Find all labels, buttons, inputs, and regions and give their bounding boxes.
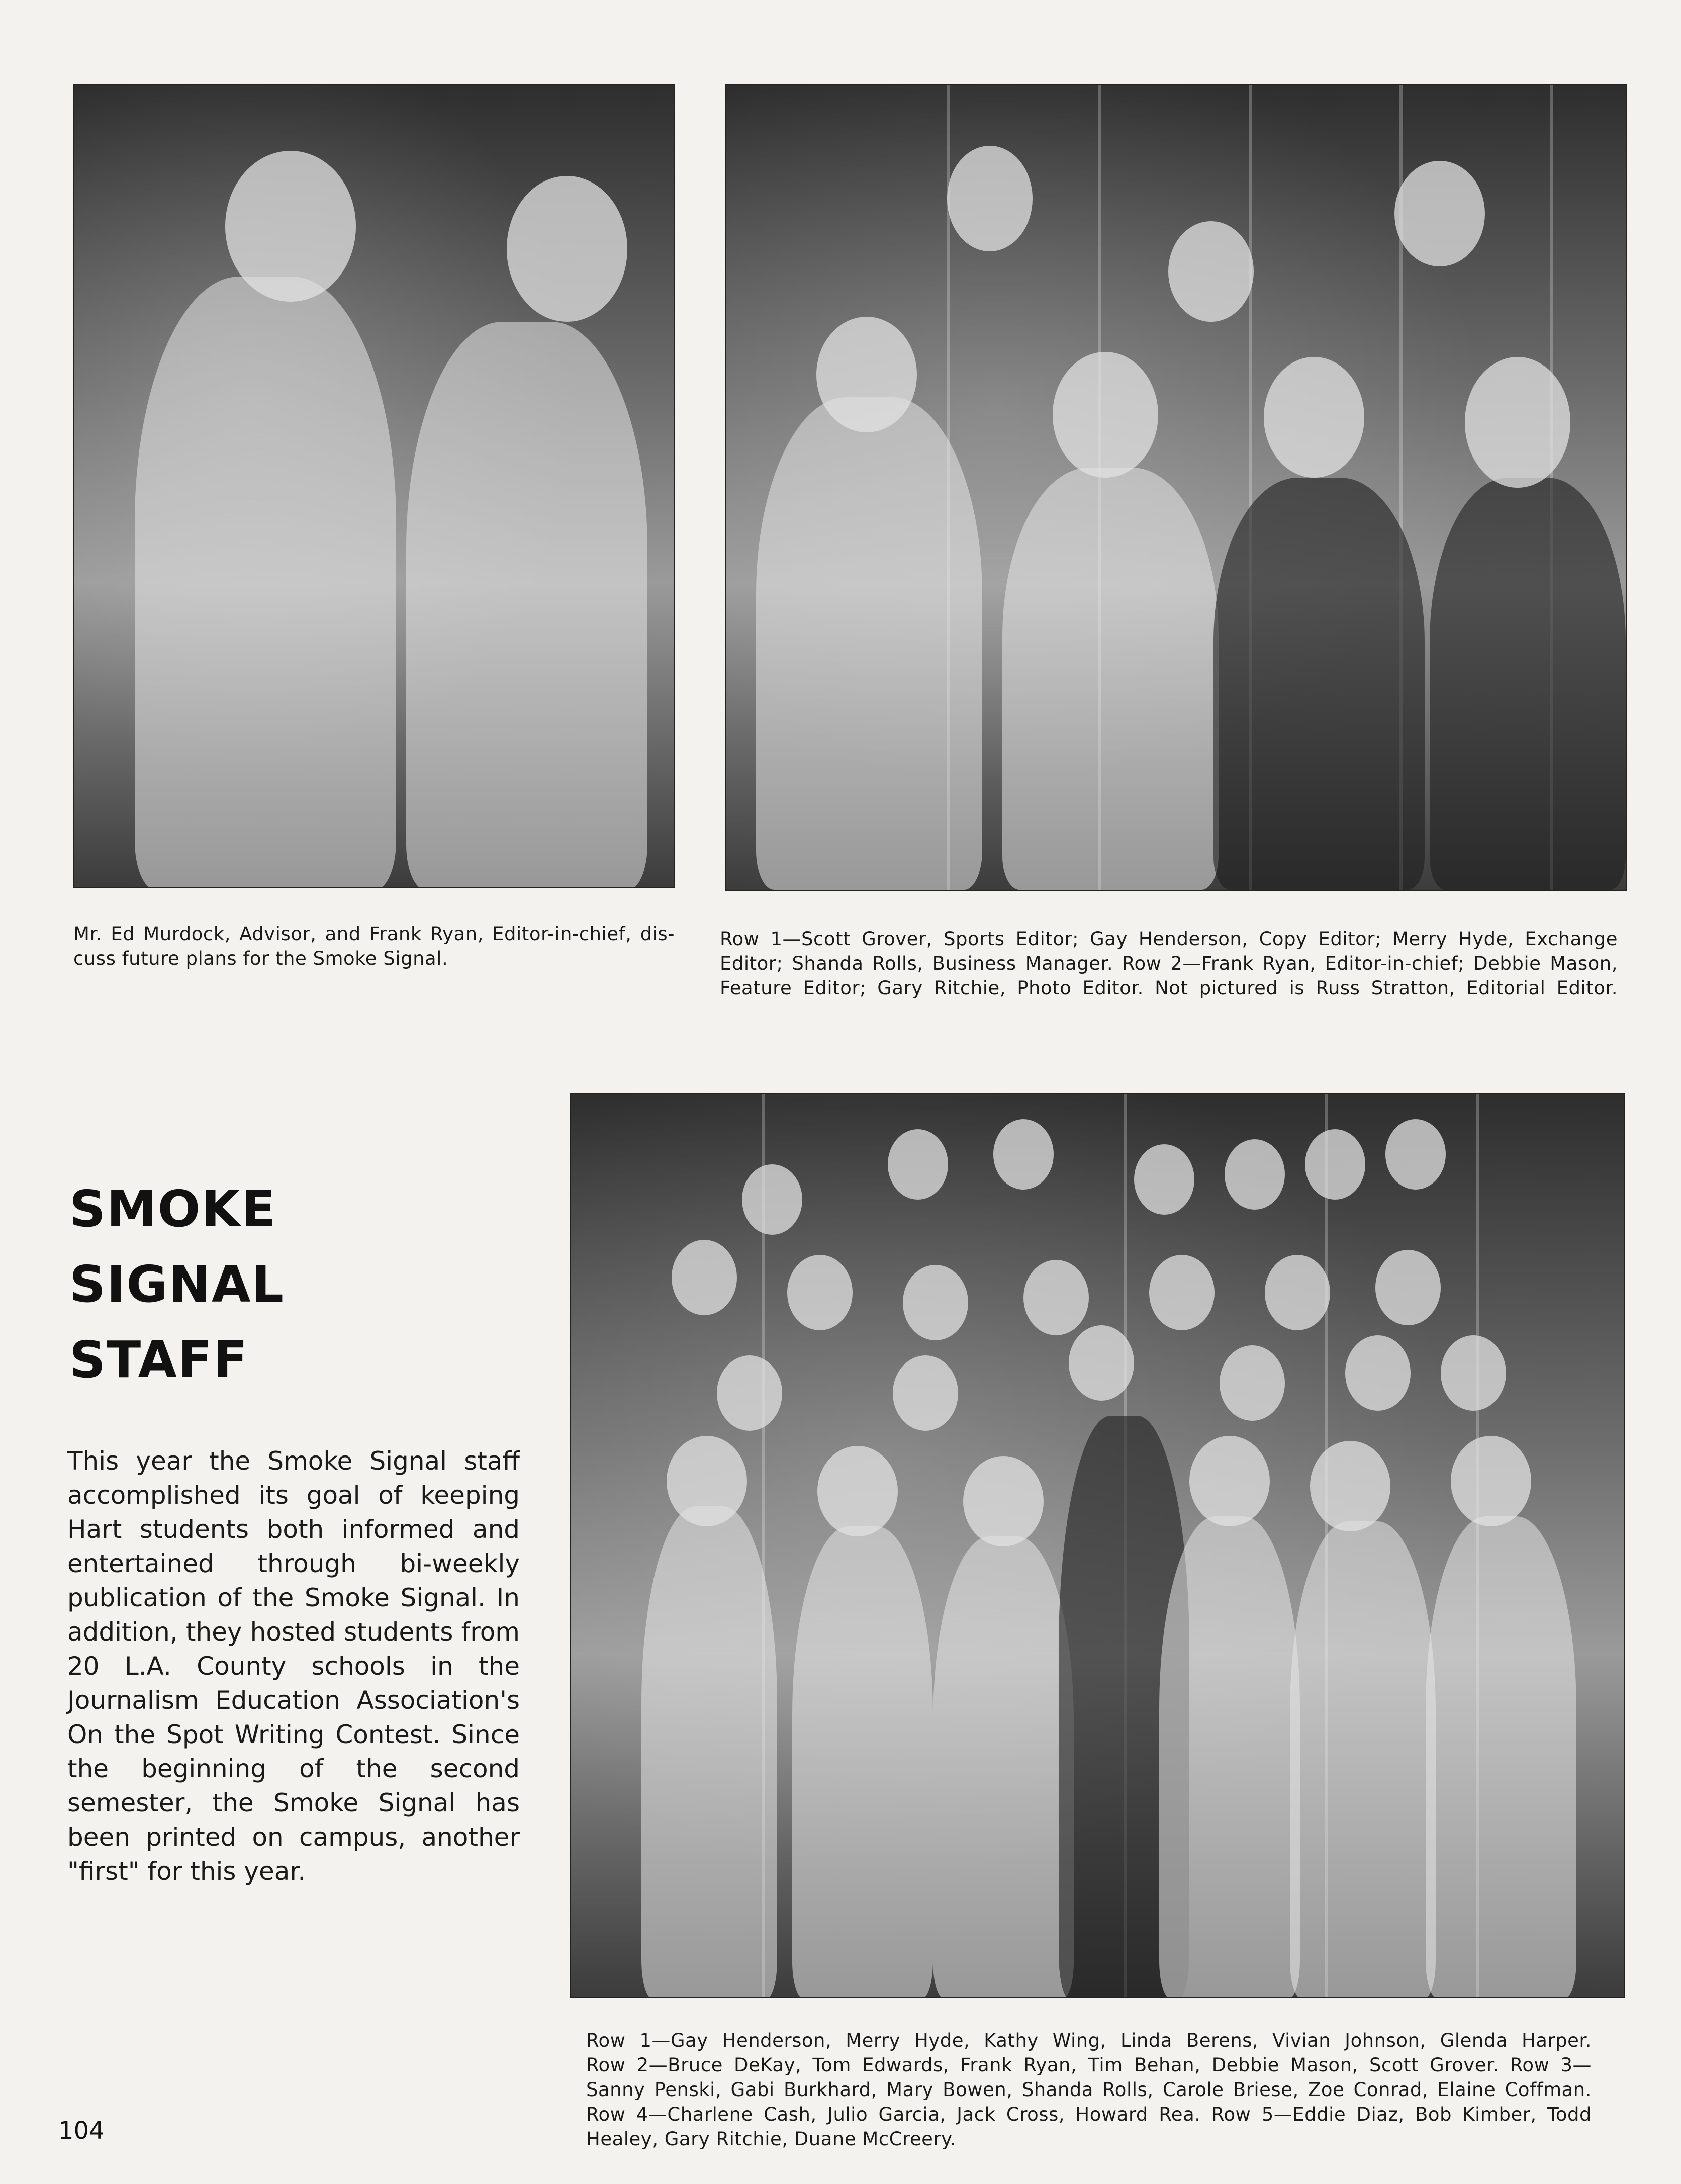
member-head	[893, 1355, 958, 1431]
editor-figure	[406, 322, 647, 888]
member-head	[1310, 1441, 1390, 1531]
member-head	[817, 1446, 898, 1536]
staff-photo-caption	[586, 2028, 1592, 2151]
member-head	[1385, 1119, 1446, 1190]
member-head	[1225, 1139, 1285, 1210]
advisor-photo-caption	[73, 922, 675, 971]
editorial-board-caption	[720, 927, 1618, 1000]
member-head	[742, 1164, 802, 1235]
member-figure	[933, 1536, 1074, 1998]
member-head	[993, 1119, 1054, 1190]
editor-head	[507, 176, 627, 322]
member-head	[947, 146, 1033, 251]
headline-line: SMOKE	[69, 1179, 277, 1238]
member-head	[888, 1129, 948, 1200]
member-head	[667, 1436, 747, 1526]
member-figure	[641, 1506, 777, 1998]
member-head	[1220, 1345, 1285, 1421]
member-figure	[756, 397, 982, 890]
member-head	[1189, 1436, 1270, 1526]
member-head	[717, 1355, 782, 1431]
advisor-figure	[135, 277, 396, 888]
member-head	[787, 1255, 853, 1330]
caption-line: Row 4—Charlene Cash, Julio Garcia, Jack Cross, Howard Rea. Row 5—Eddie Diaz, Bob Kimber, Todd	[586, 2104, 1592, 2125]
member-head	[672, 1240, 737, 1315]
headline-line: SIGNAL	[69, 1255, 285, 1314]
member-head	[1134, 1144, 1194, 1215]
member-head	[1264, 357, 1364, 478]
member-figure	[792, 1526, 933, 1998]
caption-line: Row 1—Scott Grover, Sports Editor; Gay Henderson, Copy Editor; Merry Hyde, Exchange	[720, 928, 1618, 950]
body-paragraph: This year the Smoke Signal staff accomplished its goal of keeping Hart students both informed and entertained through bi-weekly publication of the Smoke Signal. In addition, they hosted students from 20 L.A. County schools in the Journalism Education Association's On the Spot Writing Contest. Since the beginning of the second semester, the Smoke Signal has been printed on campus, another "first" for this year.	[67, 1446, 520, 1886]
member-figure	[1426, 1516, 1576, 1998]
advisor-head	[225, 151, 356, 302]
member-figure	[1159, 1516, 1300, 1998]
caption-line: Feature Editor; Gary Ritchie, Photo Editor. Not pictured is Russ Stratton, Editorial Editor.	[720, 977, 1618, 999]
member-head	[1168, 221, 1254, 322]
member-head	[1023, 1260, 1089, 1335]
member-head	[1053, 352, 1158, 478]
editorial-board-photo	[725, 84, 1627, 891]
member-head	[1375, 1250, 1441, 1325]
section-headline	[69, 1171, 285, 1398]
member-head	[1451, 1436, 1531, 1526]
member-head	[1305, 1129, 1365, 1200]
caption-line: Row 1—Gay Henderson, Merry Hyde, Kathy Wing, Linda Berens, Vivian Johnson, Glenda Harper.	[586, 2030, 1592, 2051]
caption-line: Healey, Gary Ritchie, Duane McCreery.	[586, 2128, 956, 2150]
member-head	[1265, 1255, 1330, 1330]
caption-line: Mr. Ed Murdock, Advisor, and Frank Ryan, Editor-in-chief, dis-	[73, 923, 675, 945]
member-figure	[1430, 478, 1626, 890]
member-head	[1394, 161, 1485, 266]
member-head	[1069, 1325, 1134, 1401]
member-head	[903, 1265, 968, 1340]
member-figure	[1213, 478, 1425, 890]
member-head	[963, 1456, 1044, 1546]
staff-group-photo	[570, 1093, 1625, 1998]
member-head	[1345, 1335, 1411, 1411]
member-figure	[1002, 468, 1219, 890]
page-number: 104	[58, 2117, 105, 2145]
advisor-editor-photo	[73, 84, 675, 888]
headline-line: STAFF	[69, 1330, 249, 1389]
member-head	[1465, 357, 1570, 488]
member-head	[1441, 1335, 1506, 1411]
caption-line: Row 2—Bruce DeKay, Tom Edwards, Frank Ryan, Tim Behan, Debbie Mason, Scott Grover. Row 3—	[586, 2054, 1592, 2076]
caption-line: cuss future plans for the Smoke Signal.	[73, 948, 448, 969]
member-figure	[1290, 1521, 1436, 1998]
member-head	[1149, 1255, 1215, 1330]
caption-line: Sanny Penski, Gabi Burkhard, Mary Bowen, Shanda Rolls, Carole Briese, Zoe Conrad, Elaine Coffman.	[586, 2079, 1592, 2101]
caption-line: Editor; Shanda Rolls, Business Manager. Row 2—Frank Ryan, Editor-in-chief; Debbie Mason,	[720, 953, 1618, 974]
member-head	[816, 317, 917, 432]
